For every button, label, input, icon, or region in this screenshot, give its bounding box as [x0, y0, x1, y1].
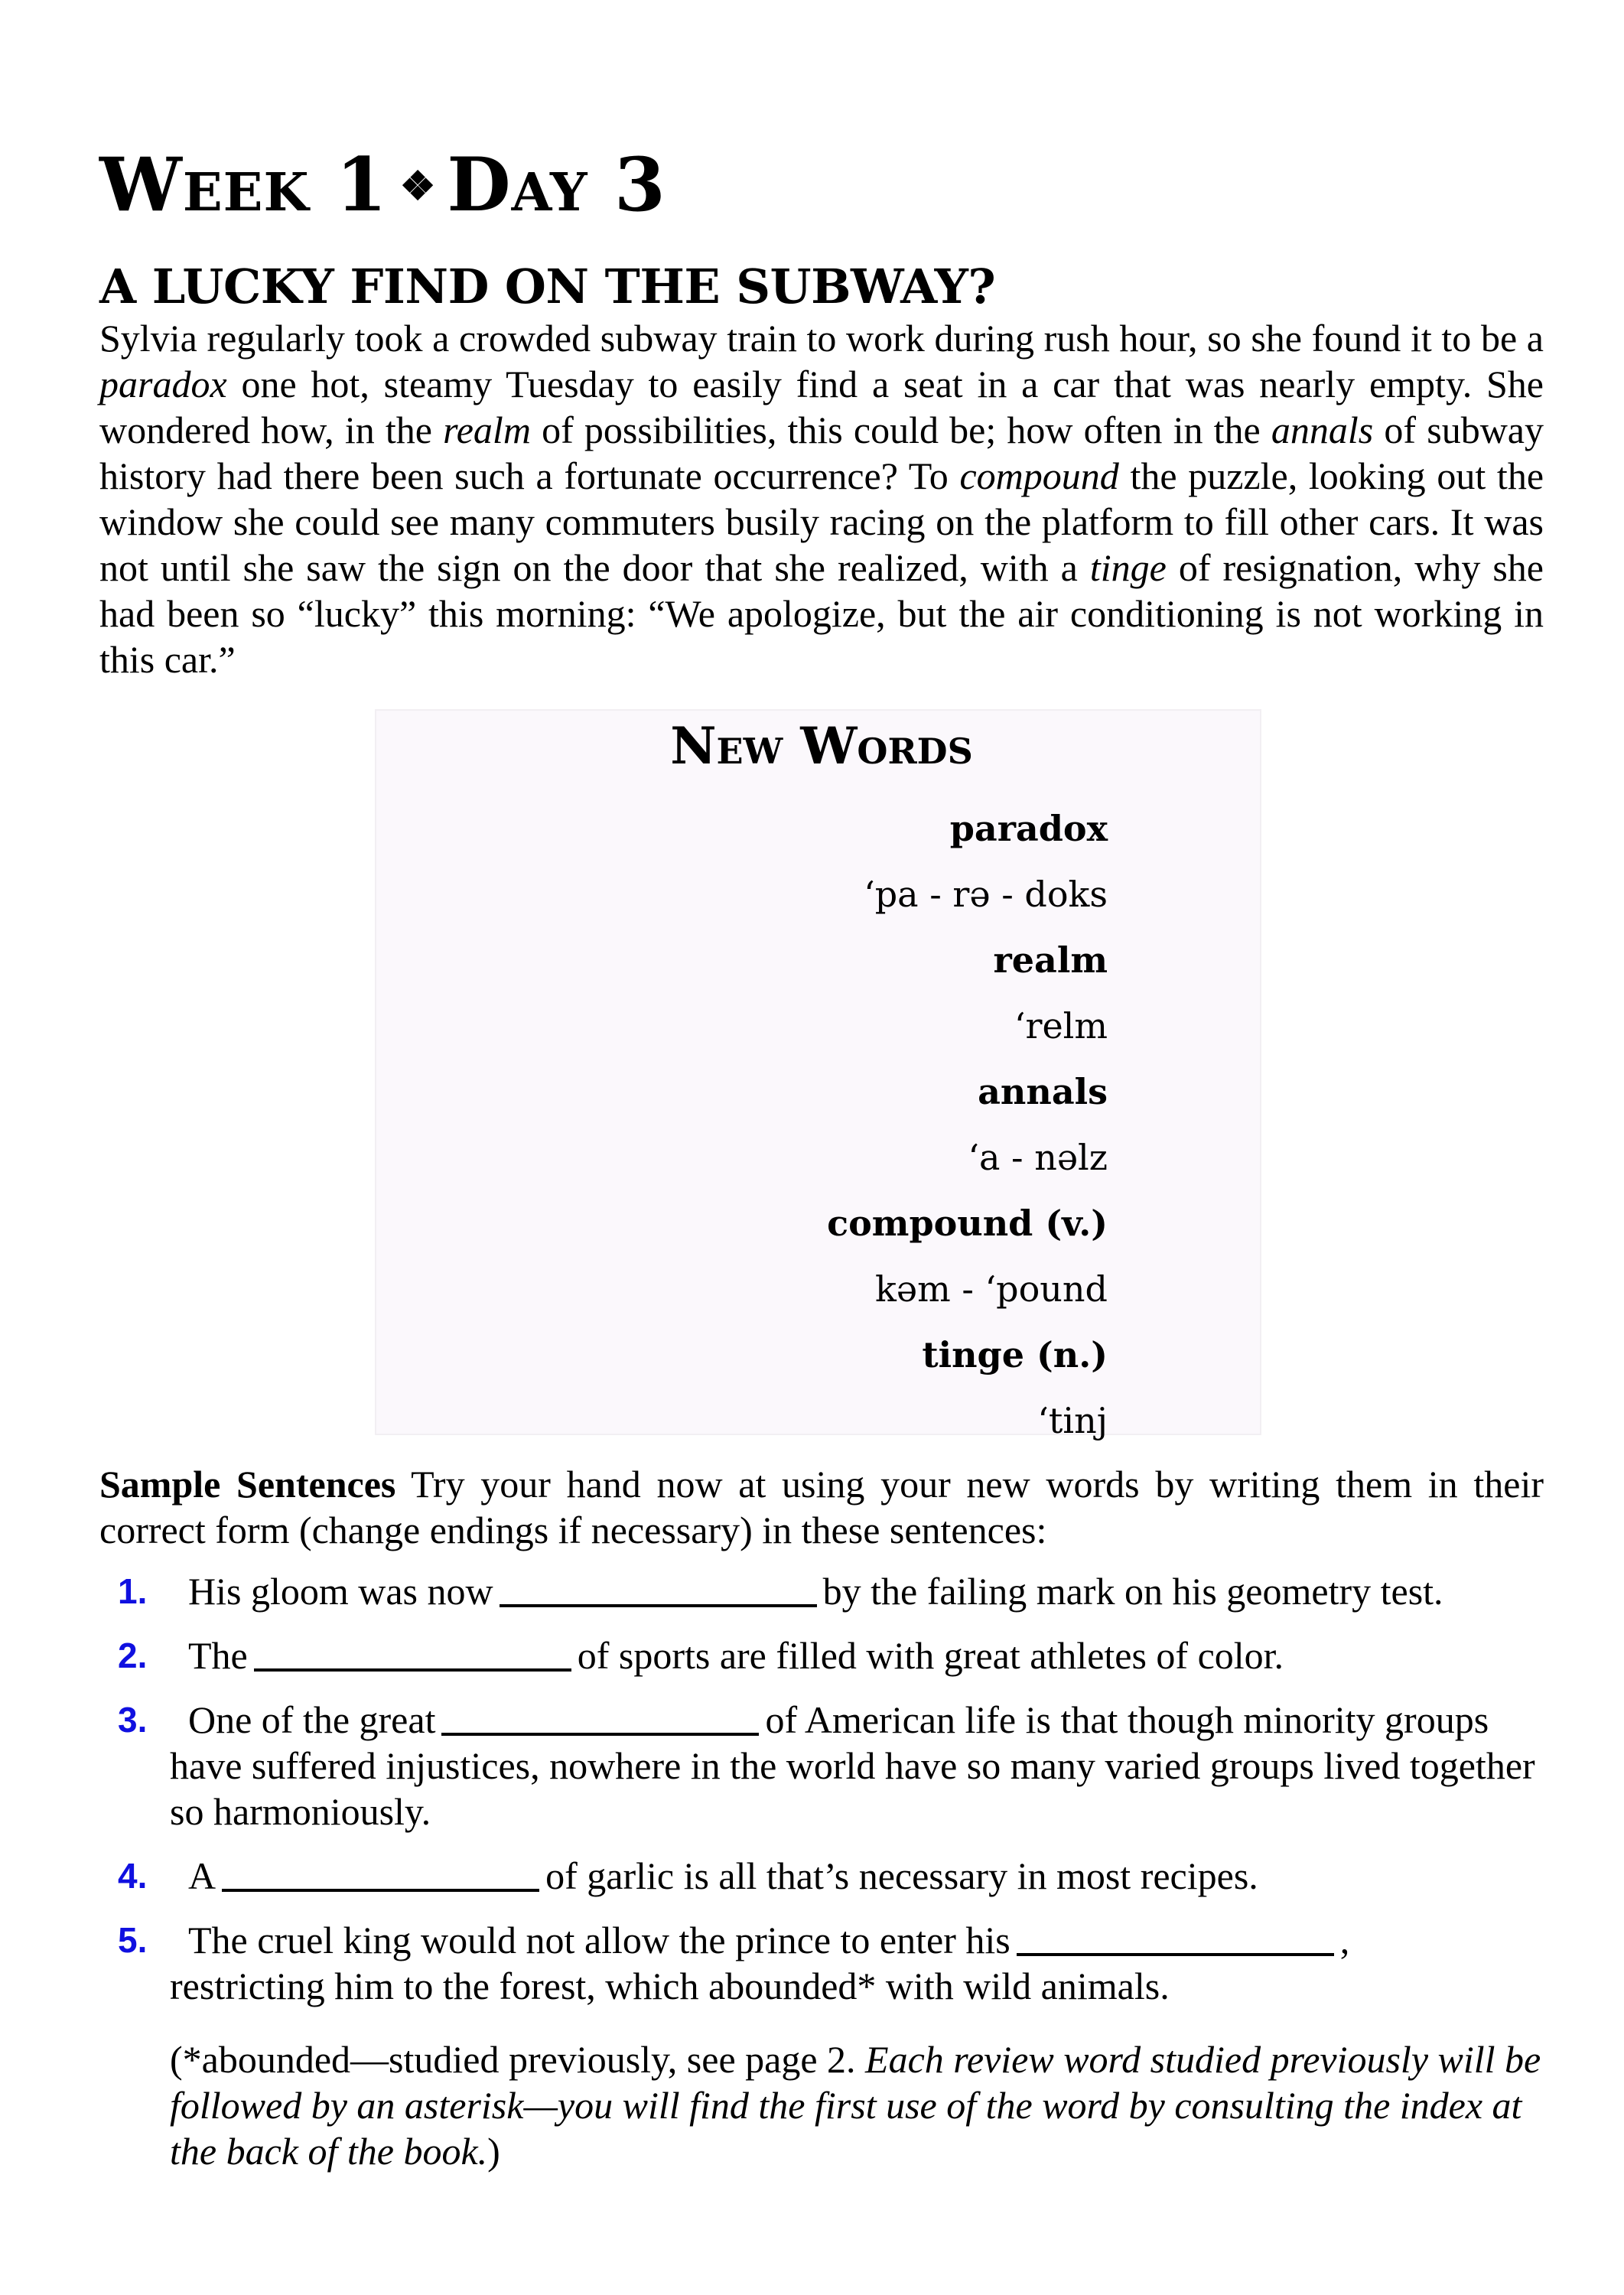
- day-rest: AY: [511, 162, 588, 224]
- vocab-word-paradox: paradox: [99, 363, 227, 405]
- week-rest: EEK: [182, 162, 310, 224]
- word-pronunciation: ‘tinj: [1037, 1400, 1108, 1441]
- sentence-text: [170, 1853, 1544, 1899]
- heading-rest: ORDS: [857, 731, 973, 772]
- word-term: tinge (n.): [922, 1334, 1108, 1375]
- word-term: compound (v.): [827, 1203, 1108, 1244]
- heading-initial: N: [670, 716, 717, 776]
- story-title: A LUCKY FIND ON THE SUBWAY?: [99, 259, 996, 315]
- footnote-text: (*abounded—studied previously, see page 2.: [170, 2038, 866, 2081]
- sentence-number: 3.: [118, 1700, 148, 1740]
- vocab-word-compound: compound: [959, 454, 1119, 497]
- vocab-word-annals: annals: [1271, 409, 1374, 451]
- sentence-after: of garlic is all that’s necessary in most recipes.: [545, 1854, 1258, 1897]
- new-words-list: [827, 796, 1108, 1454]
- sentence-text: [170, 1917, 1544, 1963]
- sentence-continuation: have suffered injustices, nowhere in the world have so many varied groups lived together so harmoniously.: [170, 1744, 1535, 1833]
- footnote-closing: ): [487, 2130, 500, 2173]
- story-text: the puzzle, looking out the window she could see many commuters busily racing on the platform to fill other cars. It was not until she saw the sign on the door that she realized, with a: [99, 454, 1544, 589]
- four-diamond-ornament-icon: ❖: [399, 163, 437, 210]
- week-number: 1: [336, 142, 388, 229]
- sentence-before: The cruel king would not allow the prince to enter his: [188, 1919, 1011, 1961]
- word-term: paradox: [949, 808, 1108, 849]
- vocab-word-realm: realm: [443, 409, 531, 451]
- word-term: realm: [993, 939, 1108, 981]
- sentence-after: of sports are filled with great athletes of color.: [577, 1634, 1284, 1677]
- sentence-text: [170, 1633, 1544, 1678]
- sentence-before: A: [188, 1854, 216, 1897]
- day-label: [447, 142, 587, 228]
- story-text: Sylvia regularly took a crowded subway train to work during rush hour, so she found it to be a: [99, 317, 1544, 360]
- sentence-item: [99, 1697, 1544, 1834]
- word-entry: [827, 1322, 1108, 1454]
- word-entry: [827, 1059, 1108, 1190]
- sentence-before: The: [188, 1634, 248, 1677]
- day-number: 3: [614, 142, 666, 229]
- review-word-footnote: [170, 2036, 1562, 2174]
- sentence-item: [99, 1633, 1544, 1678]
- story-text: of resignation, why she had been so “lucky” this morning: “We apologize, but the air conditioning is not working in this car.”: [99, 546, 1544, 681]
- sentence-number: 1.: [118, 1571, 148, 1611]
- week-label: [99, 142, 310, 228]
- sentence-item: [99, 1853, 1544, 1899]
- sample-sentences-intro: [99, 1461, 1544, 1553]
- sentence-before: His gloom was now: [188, 1570, 493, 1613]
- story-text: one hot, steamy Tuesday to easily find a seat in a car that was nearly empty. She wondered how, in the: [99, 363, 1544, 451]
- vocab-word-tinge: tinge: [1089, 546, 1167, 589]
- sentence-continuation: restricting him to the forest, which abounded* with wild animals.: [170, 1965, 1170, 2007]
- sentence-text: [170, 1697, 1544, 1743]
- word-pronunciation: ‘pa - rə - doks: [864, 874, 1108, 915]
- story-paragraph: [99, 315, 1544, 682]
- heading-rest: EW: [716, 731, 783, 772]
- sample-sentences-instructions: Try your hand now at using your new words by writing them in their correct form (change endings if necessary) in these sentences:: [99, 1463, 1544, 1551]
- story-text: of subway history had there been such a fortunate occurrence? To: [99, 409, 1544, 497]
- sentence-item: [99, 1917, 1544, 2009]
- day-initial: D: [447, 142, 512, 229]
- answer-blank[interactable]: [222, 1855, 539, 1892]
- sentence-item: [99, 1568, 1544, 1614]
- sentence-number: 4.: [118, 1856, 148, 1896]
- word-entry: [827, 927, 1108, 1059]
- sentence-text: [170, 1568, 1544, 1614]
- heading-initial: W: [800, 716, 858, 776]
- answer-blank[interactable]: [1017, 1919, 1334, 1956]
- new-words-heading: [99, 716, 1544, 776]
- story-text: of possibilities, this could be; how often in the: [530, 409, 1271, 451]
- sample-sentences-label: Sample Sentences: [99, 1463, 396, 1506]
- word-pronunciation: ‘relm: [1014, 1005, 1108, 1047]
- sentence-before: One of the great: [188, 1698, 436, 1741]
- sentence-number: 5.: [118, 1920, 148, 1960]
- word-entry: [827, 796, 1108, 927]
- sentence-number: 2.: [118, 1636, 148, 1675]
- answer-blank[interactable]: [500, 1571, 817, 1607]
- answer-blank[interactable]: [441, 1699, 759, 1736]
- word-pronunciation: kəm - ‘pound: [875, 1268, 1108, 1310]
- week-initial: W: [99, 142, 183, 229]
- word-entry: [827, 1190, 1108, 1322]
- word-term: annals: [978, 1071, 1108, 1112]
- page-title: [99, 142, 666, 229]
- answer-blank[interactable]: [254, 1635, 571, 1672]
- sentence-after: of American life is that though minority groups: [765, 1698, 1489, 1741]
- footnote-italic-text: Each review word studied previously will be followed by an asterisk—you will find the first use of the word by consulting the index at the back of the book.: [170, 2038, 1541, 2173]
- sentence-after: by the failing mark on his geometry test.: [822, 1570, 1443, 1613]
- sentence-after: ,: [1339, 1919, 1350, 1961]
- word-pronunciation: ‘a - nəlz: [968, 1137, 1108, 1178]
- new-words-box: [375, 709, 1261, 1435]
